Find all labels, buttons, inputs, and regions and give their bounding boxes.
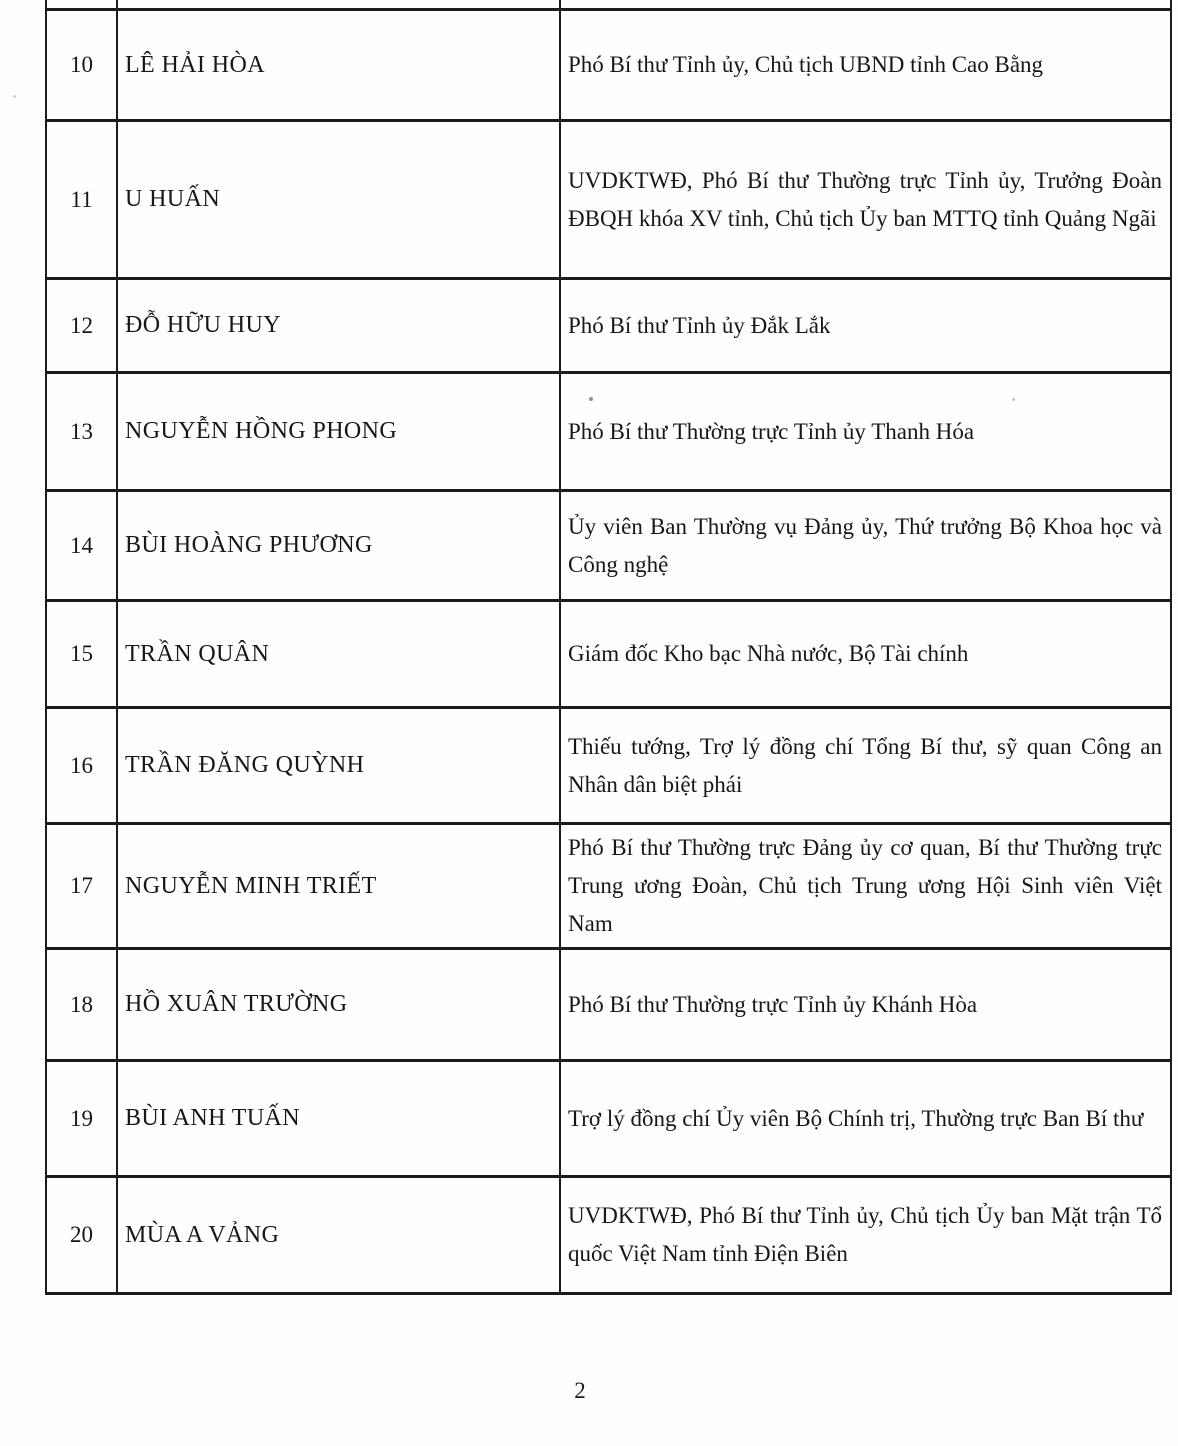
- row-position-cell: [560, 0, 1171, 10]
- table-row: [46, 373, 1171, 491]
- row-name: NGUYỄN MINH TRIẾT: [117, 824, 560, 949]
- row-number: 11: [46, 121, 117, 279]
- table-row: [46, 824, 1171, 949]
- table-row: [46, 279, 1171, 373]
- table-row: [46, 949, 1171, 1061]
- row-position: UVDKTWĐ, Phó Bí thư Tỉnh ủy, Chủ tịch Ủy ban Mặt trận Tổ quốc Việt Nam tỉnh Điện Biên: [560, 1177, 1171, 1294]
- row-name: MÙA A VẢNG: [117, 1177, 560, 1294]
- table-row: [46, 1061, 1171, 1177]
- row-position: UVDKTWĐ, Phó Bí thư Thường trực Tỉnh ủy, Trưởng Đoàn ĐBQH khóa XV tỉnh, Chủ tịch Ủy ban MTTQ tỉnh Quảng Ngãi: [560, 121, 1171, 279]
- row-number: 17: [46, 824, 117, 949]
- table-row: [46, 601, 1171, 708]
- row-name-cell: [117, 0, 560, 10]
- row-number: 13: [46, 373, 117, 491]
- row-position: Thiếu tướng, Trợ lý đồng chí Tổng Bí thư, sỹ quan Công an Nhân dân biệt phái: [560, 708, 1171, 824]
- row-position: Phó Bí thư Thường trực Đảng ủy cơ quan, Bí thư Thường trực Trung ương Đoàn, Chủ tịch Trung ương Hội Sinh viên Việt Nam: [560, 824, 1171, 949]
- row-position: Phó Bí thư Thường trực Tỉnh ủy Thanh Hóa: [560, 373, 1171, 491]
- row-position: Phó Bí thư Tỉnh ủy, Chủ tịch UBND tỉnh Cao Bằng: [560, 10, 1171, 121]
- table-row: [46, 1177, 1171, 1294]
- officials-table: [45, 0, 1172, 1295]
- row-name: TRẦN QUÂN: [117, 601, 560, 708]
- row-name: HỒ XUÂN TRƯỜNG: [117, 949, 560, 1061]
- table-row: [46, 491, 1171, 601]
- row-position: Trợ lý đồng chí Ủy viên Bộ Chính trị, Thường trực Ban Bí thư: [560, 1061, 1171, 1177]
- row-name: BÙI HOÀNG PHƯƠNG: [117, 491, 560, 601]
- row-number: 10: [46, 10, 117, 121]
- row-name: TRẦN ĐĂNG QUỲNH: [117, 708, 560, 824]
- row-number: 19: [46, 1061, 117, 1177]
- row-name: BÙI ANH TUẤN: [117, 1061, 560, 1177]
- table-row-partial: [46, 0, 1171, 10]
- row-number: 18: [46, 949, 117, 1061]
- row-position: Ủy viên Ban Thường vụ Đảng ủy, Thứ trưởng Bộ Khoa học và Công nghệ: [560, 491, 1171, 601]
- row-position: Giám đốc Kho bạc Nhà nước, Bộ Tài chính: [560, 601, 1171, 708]
- scan-artifact: [13, 95, 16, 98]
- scan-artifact: [589, 397, 593, 401]
- table-row: [46, 708, 1171, 824]
- row-name: ĐỖ HỮU HUY: [117, 279, 560, 373]
- scan-artifact: [1012, 398, 1015, 401]
- row-name: LÊ HẢI HÒA: [117, 10, 560, 121]
- row-number: 20: [46, 1177, 117, 1294]
- row-position: Phó Bí thư Thường trực Tỉnh ủy Khánh Hòa: [560, 949, 1171, 1061]
- row-number: 14: [46, 491, 117, 601]
- page-number: 2: [574, 1378, 586, 1403]
- row-number: 12: [46, 279, 117, 373]
- row-position: Phó Bí thư Tỉnh ủy Đắk Lắk: [560, 279, 1171, 373]
- row-name: NGUYỄN HỒNG PHONG: [117, 373, 560, 491]
- table-row: [46, 121, 1171, 279]
- table-row: [46, 10, 1171, 121]
- row-number: 15: [46, 601, 117, 708]
- row-number: 16: [46, 708, 117, 824]
- row-number-cell: [46, 0, 117, 10]
- row-name: U HUẤN: [117, 121, 560, 279]
